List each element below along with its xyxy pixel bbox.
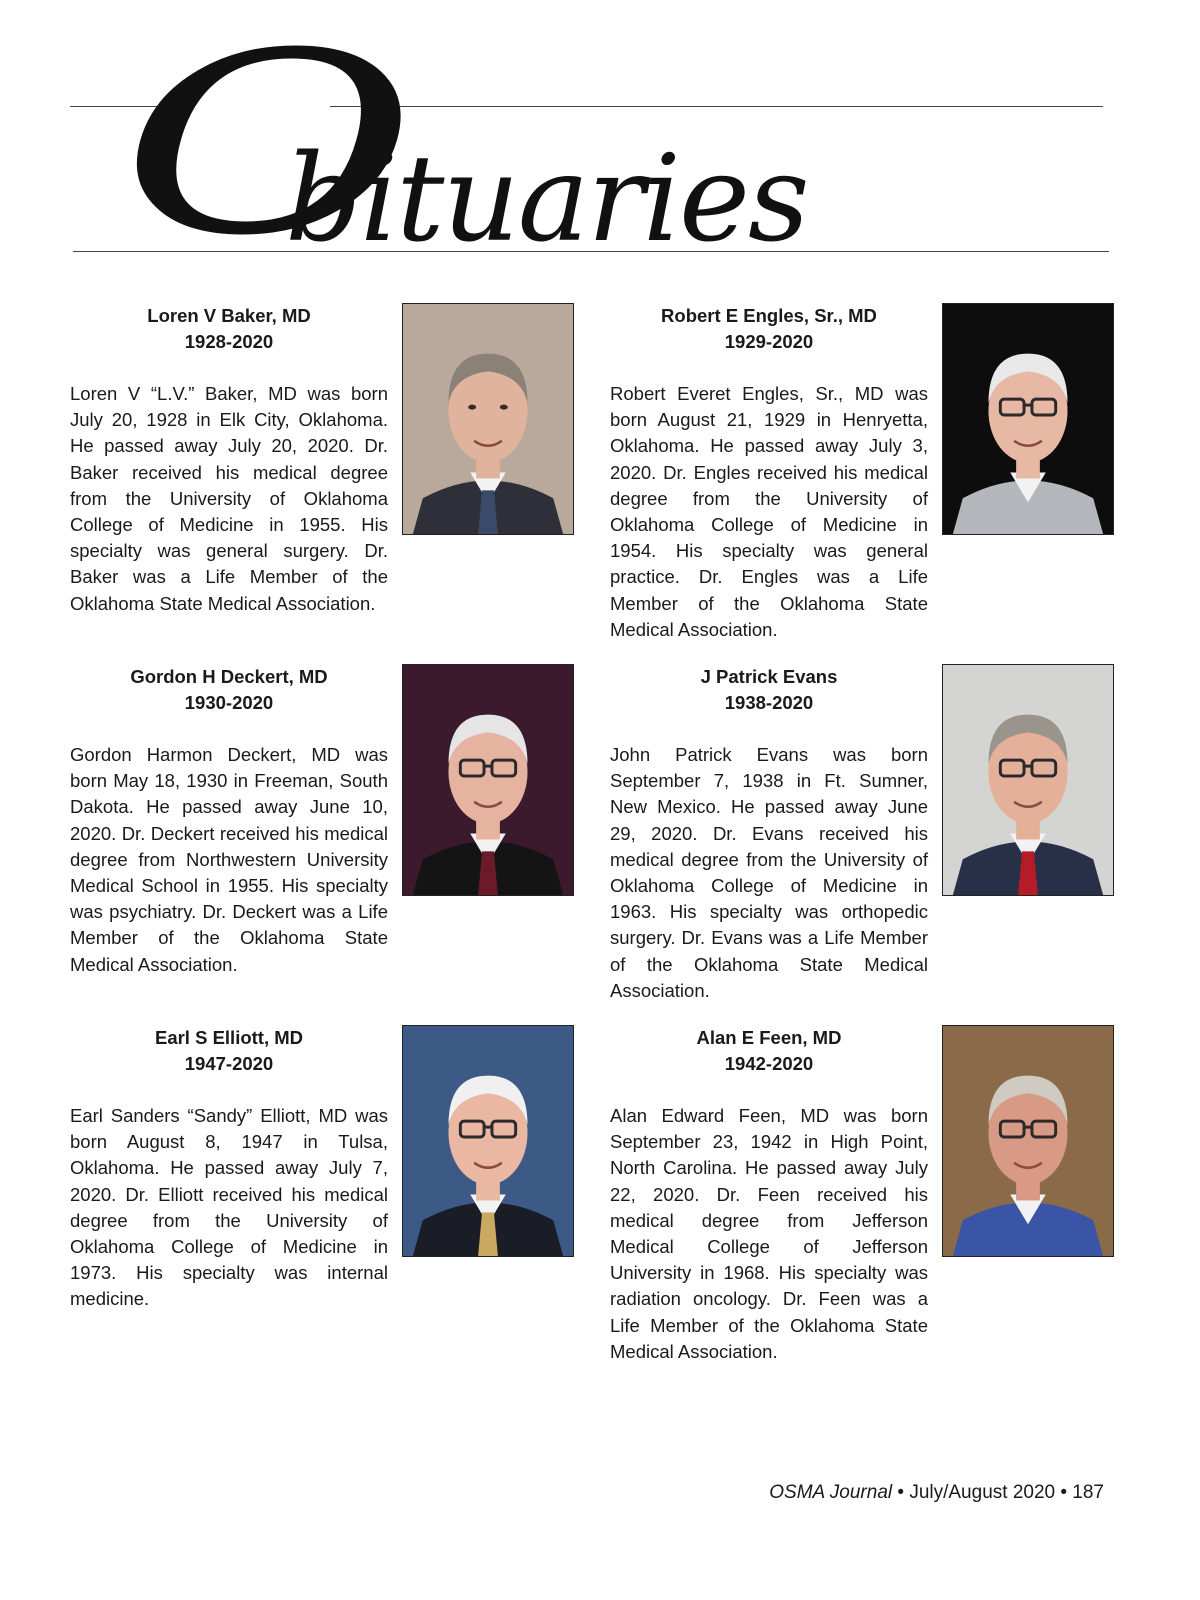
entry-years: 1942-2020 — [724, 1053, 814, 1074]
portrait-photo — [402, 303, 574, 535]
entry-name: J Patrick Evans — [700, 666, 838, 687]
portrait-photo — [402, 1025, 574, 1257]
entry-text: John Patrick Evans was born September 7, 1938 in Ft. Sumner, New Mexico. He passed away June 29, 2020. Dr. Evans received his medical degree from the University of Oklahoma College of Medicine in 1963. His specialty was orthopedic surgery. Dr. Evans was a Life Member of the Oklahoma State Medical Association. — [610, 744, 928, 1001]
entry-name: Robert E Engles, Sr., MD — [661, 305, 877, 326]
entry-years: 1930-2020 — [184, 692, 274, 713]
entry-name: Alan E Feen, MD — [696, 1027, 842, 1048]
entry-years: 1947-2020 — [184, 1053, 274, 1074]
portrait-drawing — [943, 665, 1113, 895]
entry-heading — [70, 1025, 388, 1077]
issue-info: • July/August 2020 • 187 — [892, 1482, 1104, 1503]
entry-text: Robert Everet Engles, Sr., MD was born August 21, 1929 in Henryetta, Oklahoma. He passed away July 3, 2020. Dr. Engles received his medical degree from the University of Oklahoma College of Medicine in 1954. His specialty was general practice. Dr. Engles was a Life Member of the Oklahoma State Medical Association. — [610, 383, 928, 640]
entry-years: 1929-2020 — [724, 331, 814, 352]
obituary-entry — [70, 664, 610, 1004]
entry-text: Alan Edward Feen, MD was born September 23, 1942 in High Point, North Carolina. He passed away July 22, 2020. Dr. Feen received his medical degree from Jefferson Medical College of Jefferson University in 1968. His specialty was radiation oncology. Dr. Feen was a Life Member of the Oklahoma State Medical Association. — [610, 1105, 928, 1362]
entry-heading — [610, 664, 928, 716]
masthead-rest: bituaries — [285, 130, 808, 269]
portrait-photo — [942, 664, 1114, 896]
obituary-entry — [70, 303, 610, 643]
entry-years: 1928-2020 — [184, 331, 274, 352]
entry-heading — [70, 664, 388, 716]
entry-heading — [610, 1025, 928, 1077]
entry-text: Earl Sanders “Sandy” Elliott, MD was born August 8, 1947 in Tulsa, Oklahoma. He passed away July 7, 2020. Dr. Elliott received his medical degree from the University of Oklahoma College of Medicine in 1973. His specialty was internal medicine. — [70, 1105, 388, 1310]
entry-heading — [70, 303, 388, 355]
entry-text: Gordon Harmon Deckert, MD was born May 18, 1930 in Freeman, South Dakota. He passed away June 10, 2020. Dr. Deckert received his medical degree from Northwestern University Medical School in 1955. His specialty was psychiatry. Dr. Deckert was a Life Member of the Oklahoma State Medical Association. — [70, 744, 388, 975]
portrait-drawing — [943, 1026, 1113, 1256]
entry-name: Gordon H Deckert, MD — [130, 666, 328, 687]
portrait-drawing — [403, 304, 573, 534]
masthead-title — [120, 0, 808, 290]
entry-text: Loren V “L.V.” Baker, MD was born July 20, 1928 in Elk City, Oklahoma. He passed away July 20, 2020. Dr. Baker received his medical degree from the University of Oklahoma College of Medicine in 1955. His specialty was general surgery. Dr. Baker was a Life Member of the Oklahoma State Medical Association. — [70, 383, 388, 614]
entry-name: Earl S Elliott, MD — [154, 1027, 304, 1048]
entry-heading — [610, 303, 928, 355]
entry-name: Loren V Baker, MD — [147, 305, 311, 326]
portrait-photo — [942, 1025, 1114, 1257]
obituary-entry — [610, 664, 1150, 1004]
obituary-entry — [610, 303, 1150, 643]
entry-years: 1938-2020 — [724, 692, 814, 713]
obituary-entry — [70, 1025, 610, 1365]
journal-name: OSMA Journal — [769, 1482, 893, 1503]
portrait-photo — [402, 664, 574, 896]
page-footer — [769, 1482, 1104, 1504]
portrait-photo — [942, 303, 1114, 535]
masthead-capital: O — [120, 0, 418, 290]
portrait-drawing — [403, 665, 573, 895]
portrait-drawing — [943, 304, 1113, 534]
portrait-drawing — [403, 1026, 573, 1256]
obituary-entry — [610, 1025, 1150, 1365]
